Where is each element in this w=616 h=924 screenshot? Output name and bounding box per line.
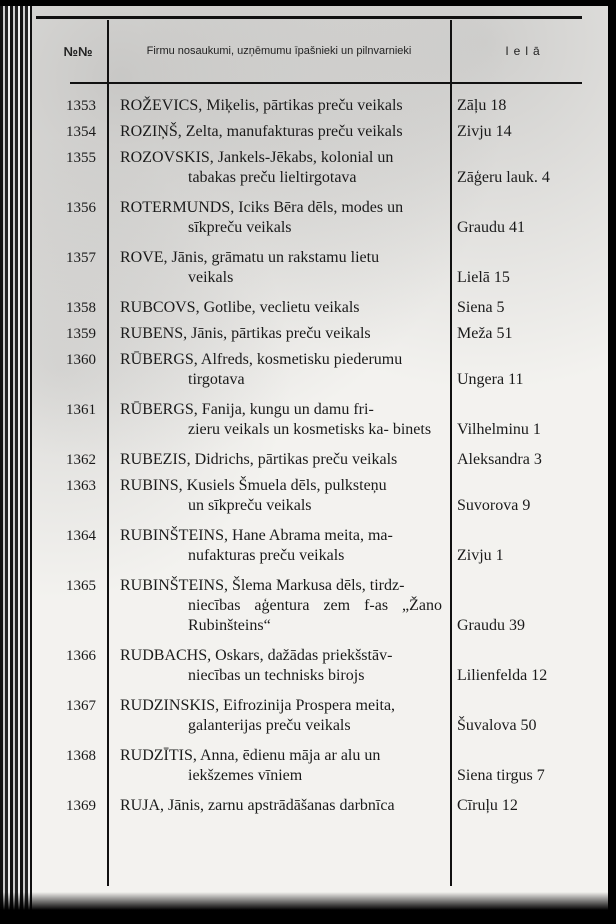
firm-description xyxy=(120,248,442,288)
entry-number: 1367 xyxy=(66,698,96,714)
table-row xyxy=(0,324,608,344)
firm-line-1: RUDZINSKIS, Eifrozinija Prospera meita, xyxy=(120,697,396,714)
table-row xyxy=(0,796,608,816)
entry-number: 1359 xyxy=(66,326,96,342)
street-address: Zivju 14 xyxy=(457,123,512,140)
table-row xyxy=(0,350,608,390)
table-row xyxy=(0,122,608,142)
entry-number: 1358 xyxy=(66,300,96,316)
firm-continuation: nufakturas preču veikals xyxy=(188,547,345,564)
firm-continuation: niecības aģentura zem f-as „Žano Rubinšteins“ xyxy=(188,597,442,634)
entry-number: 1365 xyxy=(66,578,96,594)
firm-continuation: un sīkpreču veikals xyxy=(188,497,312,514)
firm-description xyxy=(120,646,442,686)
top-rule xyxy=(36,16,582,19)
street-address: Suvorova 9 xyxy=(457,497,531,514)
scanned-page xyxy=(0,6,608,910)
firm-line-1: RUDBACHS, Oskars, dažādas priekšstāv- xyxy=(120,647,393,664)
firm-line-1: ROZIŅŠ, Zelta, manufakturas preču veikals xyxy=(120,123,403,140)
firm-continuation: tirgotava xyxy=(188,371,245,388)
firm-line-1: RUBINS, Kusiels Šmuela dēls, pulksteņu xyxy=(120,477,387,494)
street-address: Zāģeru lauk. 4 xyxy=(457,169,550,186)
firm-description xyxy=(120,350,442,390)
entry-number: 1364 xyxy=(66,528,96,544)
table-row xyxy=(0,646,608,686)
firm-description xyxy=(120,476,442,516)
table-row xyxy=(0,576,608,636)
street-address: Zivju 1 xyxy=(457,547,504,564)
table-row xyxy=(0,746,608,786)
firm-description xyxy=(120,298,442,318)
firm-continuation: tabakas preču lieltirgotava xyxy=(188,169,357,186)
firm-line-1: ROŽEVICS, Miķelis, pārtikas preču veikals xyxy=(120,97,403,114)
entry-number: 1368 xyxy=(66,748,96,764)
entry-number: 1363 xyxy=(66,478,96,494)
header-rule xyxy=(70,82,582,84)
street-address: Zāļu 18 xyxy=(457,97,507,114)
table-row xyxy=(0,400,608,440)
page-bottom-shadow xyxy=(0,892,608,910)
entry-number: 1353 xyxy=(66,98,96,114)
table-row xyxy=(0,96,608,116)
firm-description xyxy=(120,148,442,188)
table-row xyxy=(0,198,608,238)
entry-number: 1366 xyxy=(66,648,96,664)
firm-description xyxy=(120,198,442,238)
firm-description xyxy=(120,450,442,470)
street-address: Lilienfelda 12 xyxy=(457,667,548,684)
firm-continuation: galanterijas preču veikals xyxy=(188,717,351,734)
firm-description xyxy=(120,696,442,736)
entry-number: 1369 xyxy=(66,798,96,814)
header-street: Ielā xyxy=(505,44,545,58)
firm-line-1: ROTERMUNDS, Iciks Bēra dēls, modes un xyxy=(120,199,404,216)
header-firm: Firmu nosaukumi, uzņēmumu īpašnieki un pilnvarnieki xyxy=(146,44,412,57)
firm-continuation: veikals xyxy=(188,269,234,286)
entry-number: 1355 xyxy=(66,150,96,166)
table-row xyxy=(0,450,608,470)
directory-table xyxy=(0,96,608,822)
table-row xyxy=(0,526,608,566)
firm-line-1: RUBENS, Jānis, pārtikas preču veikals xyxy=(120,325,371,342)
firm-line-1: RUBEZIS, Didrichs, pārtikas preču veikals xyxy=(120,451,398,468)
firm-description xyxy=(120,526,442,566)
firm-description xyxy=(120,746,442,786)
entry-number: 1357 xyxy=(66,250,96,266)
firm-line-1: RŪBERGS, Alfreds, kosmetisku piederumu xyxy=(120,351,403,368)
firm-description xyxy=(120,96,442,116)
table-row xyxy=(0,476,608,516)
table-row xyxy=(0,696,608,736)
firm-description xyxy=(120,122,442,142)
entry-number: 1361 xyxy=(66,402,96,418)
street-address: Vilhelminu 1 xyxy=(457,421,541,438)
street-address: Siena 5 xyxy=(457,299,505,316)
firm-line-1: RUBINŠTEINS, Šlema Markusa dēls, tirdz- xyxy=(120,577,405,594)
street-address: Siena tirgus 7 xyxy=(457,767,545,784)
entry-number: 1360 xyxy=(66,352,96,368)
firm-continuation: sīkpreču veikals xyxy=(188,219,292,236)
firm-line-1: RUDZĪTIS, Anna, ēdienu māja ar alu un xyxy=(120,747,381,764)
firm-continuation: iekšzemes vīniem xyxy=(188,767,303,784)
firm-continuation: zieru veikals un kosmetisks ka- binets xyxy=(188,421,432,438)
entry-number: 1362 xyxy=(66,452,96,468)
street-address: Šuvalova 50 xyxy=(457,717,537,734)
table-row xyxy=(0,298,608,318)
firm-line-1: RUBCOVS, Gotlibe, veclietu veikals xyxy=(120,299,360,316)
firm-description xyxy=(120,324,442,344)
firm-line-1: RUJA, Jānis, zarnu apstrādāšanas darbnīca xyxy=(120,797,395,814)
firm-description xyxy=(120,400,442,440)
street-address: Cīruļu 12 xyxy=(457,797,518,814)
entry-number: 1354 xyxy=(66,124,96,140)
table-row xyxy=(0,248,608,288)
street-address: Graudu 41 xyxy=(457,219,525,236)
firm-description xyxy=(120,576,442,636)
table-row xyxy=(0,148,608,188)
entry-number: 1356 xyxy=(66,200,96,216)
firm-line-1: RUBINŠTEINS, Hane Abrama meita, ma- xyxy=(120,527,393,544)
street-address: Ungera 11 xyxy=(457,371,524,388)
street-address: Meža 51 xyxy=(457,325,513,342)
firm-description xyxy=(120,796,442,816)
firm-continuation: niecības un technisks birojs xyxy=(188,667,365,684)
street-address: Lielā 15 xyxy=(457,269,510,286)
header-number: №№ xyxy=(63,43,93,59)
street-address: Graudu 39 xyxy=(457,617,525,634)
firm-line-1: ROZOVSKIS, Jankels-Jēkabs, kolonial un xyxy=(120,149,394,166)
firm-line-1: ROVE, Jānis, grāmatu un rakstamu lietu xyxy=(120,249,380,266)
street-address: Aleksandra 3 xyxy=(457,451,542,468)
firm-line-1: RŪBERGS, Fanija, kungu un damu fri- xyxy=(120,401,374,418)
